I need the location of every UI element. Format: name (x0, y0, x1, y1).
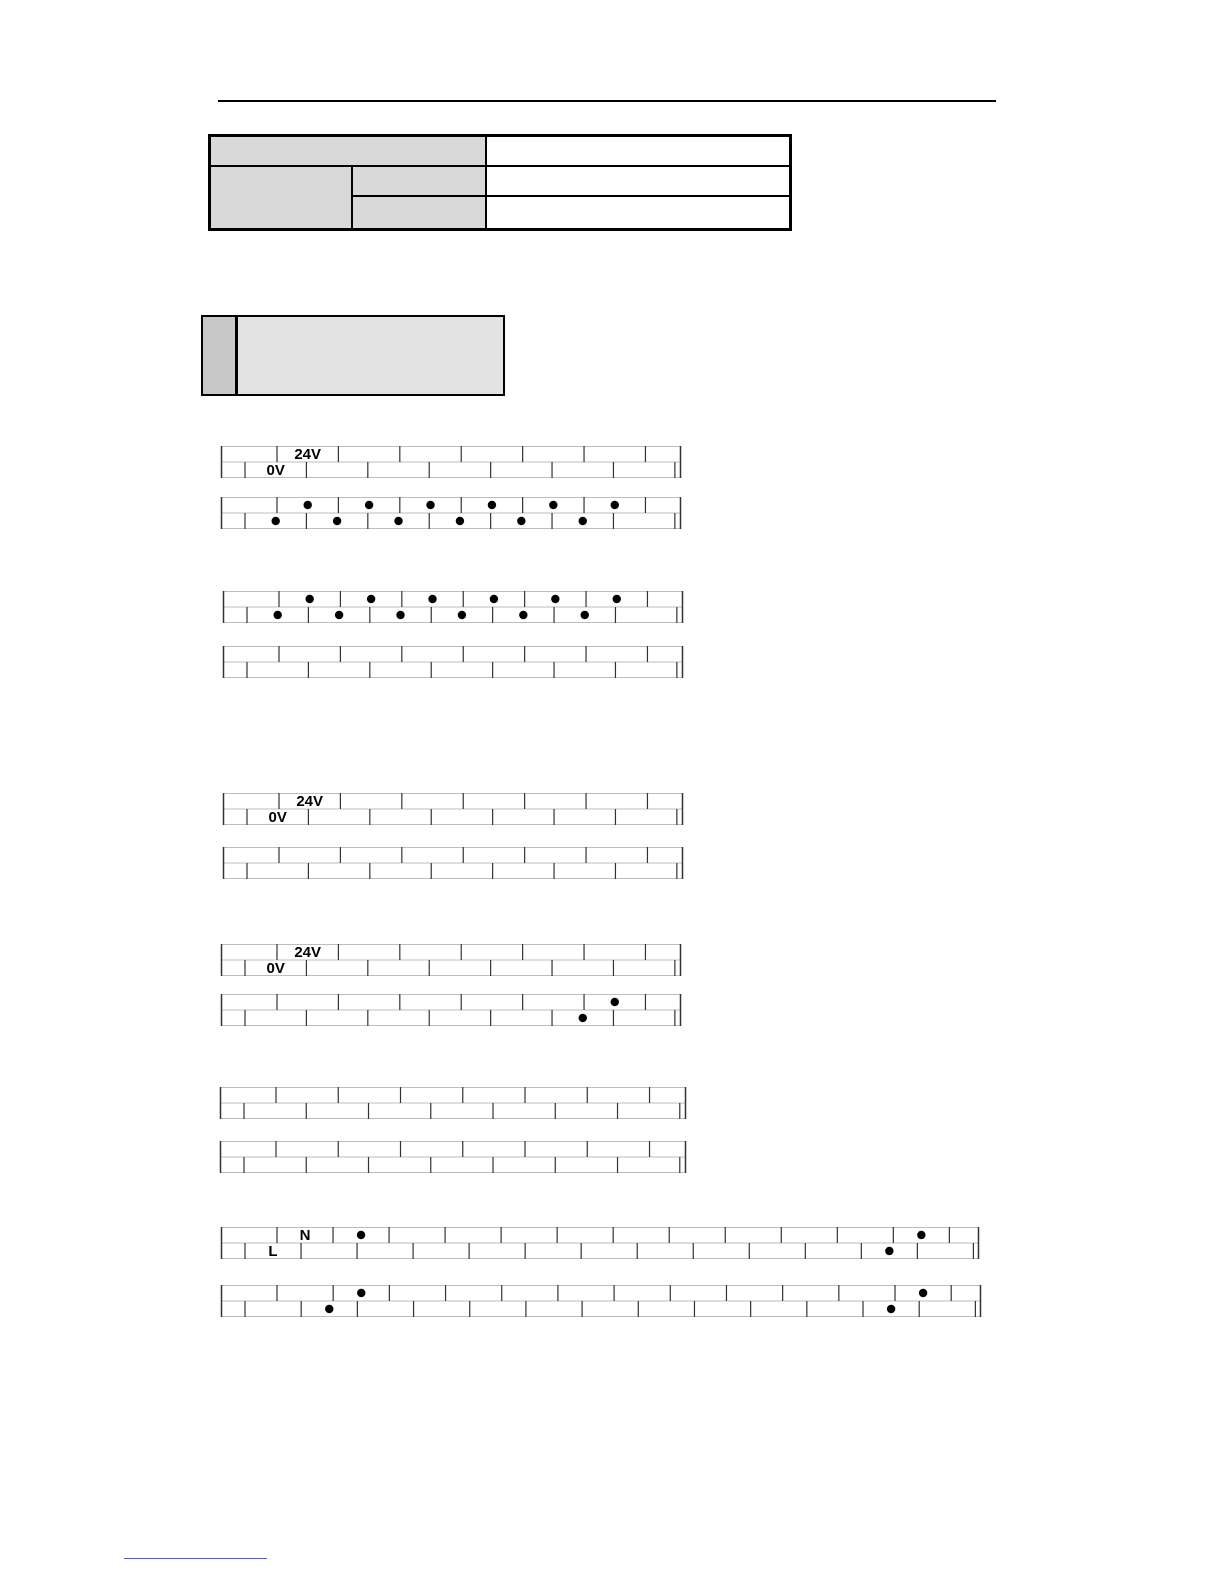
terminal-label: 24V (294, 944, 322, 961)
terminal-dot (517, 517, 525, 525)
terminal-dot (357, 1231, 365, 1239)
terminal-dot (306, 595, 314, 603)
terminal-dot (396, 611, 404, 619)
terminal-label: 0V (268, 809, 287, 826)
terminal-dot (335, 611, 343, 619)
terminal-label: 24V (294, 446, 322, 463)
terminal-dot (887, 1305, 895, 1313)
terminal-dot (274, 611, 282, 619)
header-cell-title-value (487, 137, 789, 167)
terminal-dot (611, 998, 619, 1006)
terminal-dot (613, 595, 621, 603)
terminal-block-5 (223, 793, 683, 825)
header-cell-sub2 (353, 197, 487, 228)
terminal-block-graphic (223, 646, 683, 678)
terminal-block-12 (221, 1285, 981, 1317)
terminal-label: 24V (296, 793, 324, 810)
terminal-dot (428, 595, 436, 603)
terminal-block-2 (221, 497, 681, 529)
terminal-dot (357, 1289, 365, 1297)
header-cell-group (211, 167, 353, 228)
terminal-block-graphic (221, 1285, 981, 1317)
terminal-block-1 (221, 446, 681, 478)
header-cell-sub2-value (487, 197, 789, 228)
terminal-dot (611, 501, 619, 509)
terminal-dot (549, 501, 557, 509)
terminal-dot (488, 501, 496, 509)
terminal-dot (426, 501, 434, 509)
terminal-block-graphic (223, 847, 683, 879)
header-cell-sub1-value (487, 167, 789, 197)
terminal-label: L (268, 1243, 278, 1260)
terminal-block-graphic (221, 994, 681, 1026)
terminal-dot (885, 1247, 893, 1255)
terminal-block-3 (223, 591, 683, 623)
terminal-block-graphic (221, 446, 681, 478)
terminal-block-graphic (220, 1141, 686, 1173)
header-rule (218, 100, 996, 102)
terminal-dot (519, 611, 527, 619)
terminal-dot (325, 1305, 333, 1313)
header-table (208, 134, 792, 231)
terminal-dot (579, 1014, 587, 1022)
terminal-block-graphic (221, 944, 681, 976)
terminal-dot (365, 501, 373, 509)
terminal-label: 0V (266, 462, 285, 479)
terminal-dot (490, 595, 498, 603)
terminal-block-8 (221, 994, 681, 1026)
terminal-block-9 (220, 1087, 686, 1119)
terminal-block-graphic (223, 591, 683, 623)
terminal-dot (456, 517, 464, 525)
terminal-dot (919, 1289, 927, 1297)
terminal-block-graphic (223, 793, 683, 825)
terminal-block-6 (223, 847, 683, 879)
header-cell-sub1 (353, 167, 487, 197)
terminal-block-10 (220, 1141, 686, 1173)
terminal-dot (367, 595, 375, 603)
terminal-block-graphic (220, 1087, 686, 1119)
terminal-dot (581, 611, 589, 619)
terminal-dot (394, 517, 402, 525)
terminal-block-4 (223, 646, 683, 678)
terminal-block-graphic (221, 1227, 979, 1259)
terminal-block-11 (221, 1227, 979, 1259)
terminal-dot (458, 611, 466, 619)
terminal-label: 0V (266, 960, 285, 977)
terminal-label: N (299, 1227, 311, 1244)
terminal-dot (272, 517, 280, 525)
terminal-block-graphic (221, 497, 681, 529)
terminal-block-7 (221, 944, 681, 976)
header-cell-title (211, 137, 487, 167)
terminal-dot (551, 595, 559, 603)
terminal-dot (917, 1231, 925, 1239)
terminal-dot (304, 501, 312, 509)
note-box (201, 315, 505, 396)
terminal-dot (333, 517, 341, 525)
note-box-sidebar (203, 317, 238, 394)
terminal-dot (579, 517, 587, 525)
footer-link-underline (124, 1558, 267, 1559)
